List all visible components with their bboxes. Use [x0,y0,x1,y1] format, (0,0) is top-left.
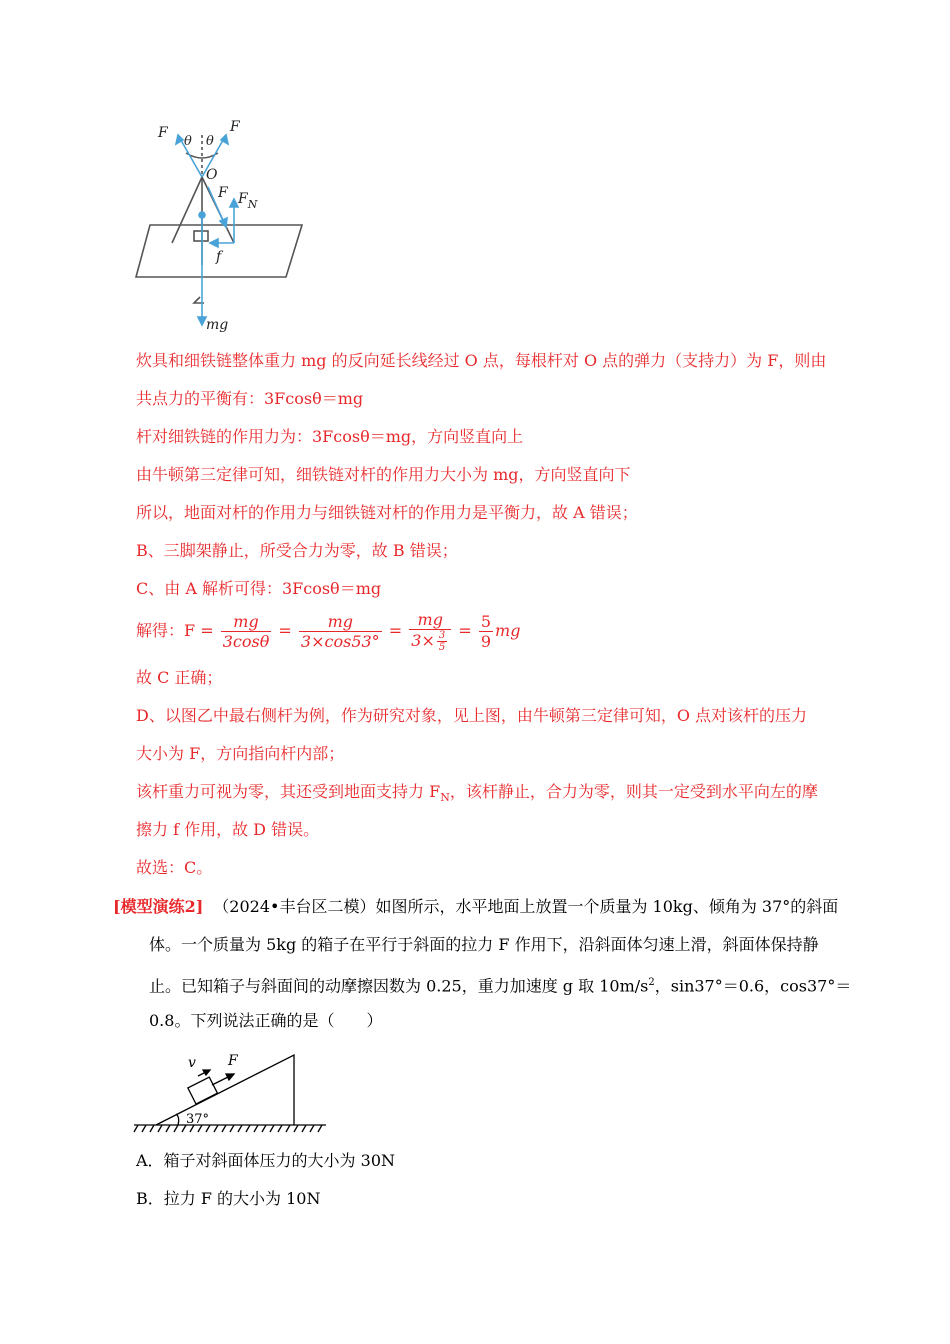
solution-line-13: 故选：C。 [136,858,213,877]
fraction-4: $\frac{5}{9}$ [480,612,492,651]
tripod-force-diagram [130,115,310,340]
label-F-right: F [230,119,240,135]
solution-line-5: 所以，地面对杆的作用力与细铁链对杆的作用力是平衡力，故 A 错误； [136,503,638,522]
label-FN: $F_N$ [238,191,258,211]
fraction-3: mg 3× $\frac{3}{5}$ [409,610,451,653]
label-theta-left: θ [184,134,192,149]
question-line-2: 体。一个质量为 5kg 的箱子在平行于斜面的拉力 F 作用下，沿斜面体匀速上滑，斜面体保持静 [149,935,819,954]
label-f: f [216,249,222,265]
eq-prefix: 解得：F = [136,621,214,640]
option-A[interactable]: A．箱子对斜面体压力的大小为 30N [136,1151,396,1170]
solution-line-12: 擦力 f 作用，故 D 错误。 [136,820,320,839]
incline-diagram [130,1045,330,1137]
solution-line-6: B、三脚架静止，所受合力为零，故 B 错误； [136,541,458,560]
label-F: F [228,1053,238,1069]
question-line-1: [模型演练2] （2024•丰台区二模）如图所示，水平地面上放置一个质量为 10kg、倾角为 37°的斜面 [113,897,839,916]
fraction-1: $\frac{mg}{3\cos\theta}$ [222,612,270,651]
label-F-mid: F [218,185,228,201]
box [188,1077,218,1104]
leg-left [172,177,202,243]
label-mg: mg [206,317,229,333]
label-theta-right: θ [206,134,214,149]
angle-arc-37 [176,1114,179,1125]
fraction-2: $\frac{mg}{3\times\cos 53^\circ}$ [300,612,380,651]
solution-line-2: 共点力的平衡有：3Fcosθ＝mg [136,389,364,408]
question-line-3: 止。已知箱子与斜面间的动摩擦因数为 0.25，重力加速度 g 取 $10m/s^2$，sin37°＝0.6，cos37°＝ [149,976,852,996]
solution-line-10: 大小为 F，方向指向杆内部； [136,744,345,763]
ground-hatching [134,1125,322,1132]
label-F-left: F [158,125,168,141]
question-tag: [模型演练2] [113,897,204,916]
solution-line-11: 该杆重力可视为零，其还受到地面支持力 $F_N$，该杆静止，合力为零，则其一定受到水平向左的摩 [136,782,818,805]
question-line-4: 0.8。下列说法正确的是（ ） [149,1011,383,1030]
solution-line-7: C、由 A 解析可得：3Fcosθ＝mg [136,579,382,598]
pot-box [194,231,208,241]
option-B[interactable]: B．拉力 F 的大小为 10N [136,1189,321,1208]
solution-line-1: 炊具和细铁链整体重力 mg 的反向延长线经过 O 点，每根杆对 O 点的弹力（支持力）为 F，则由 [136,351,827,370]
solution-equation: 解得：F = $\frac{mg}{3\cos\theta}$ = $\frac{mg}{3\times\cos 53^\circ}$ = mg 3× $\frac{3}{5}$ = $\frac{5}{9}$ mg [136,610,521,653]
solution-line-4: 由牛顿第三定律可知，细铁链对杆的作用力大小为 mg，方向竖直向下 [136,465,631,484]
label-angle: 37° [186,1112,210,1127]
solution-line-9: D、以图乙中最右侧杆为例，作为研究对象，见上图，由牛顿第三定律可知，O 点对该杆的压力 [136,706,808,725]
solution-line-3: 杆对细铁链的作用力为：3Fcosθ＝mg，方向竖直向上 [136,427,524,446]
solution-line-8: 故 C 正确； [136,668,223,687]
label-v: v [188,1055,196,1071]
label-O: O [206,167,218,183]
